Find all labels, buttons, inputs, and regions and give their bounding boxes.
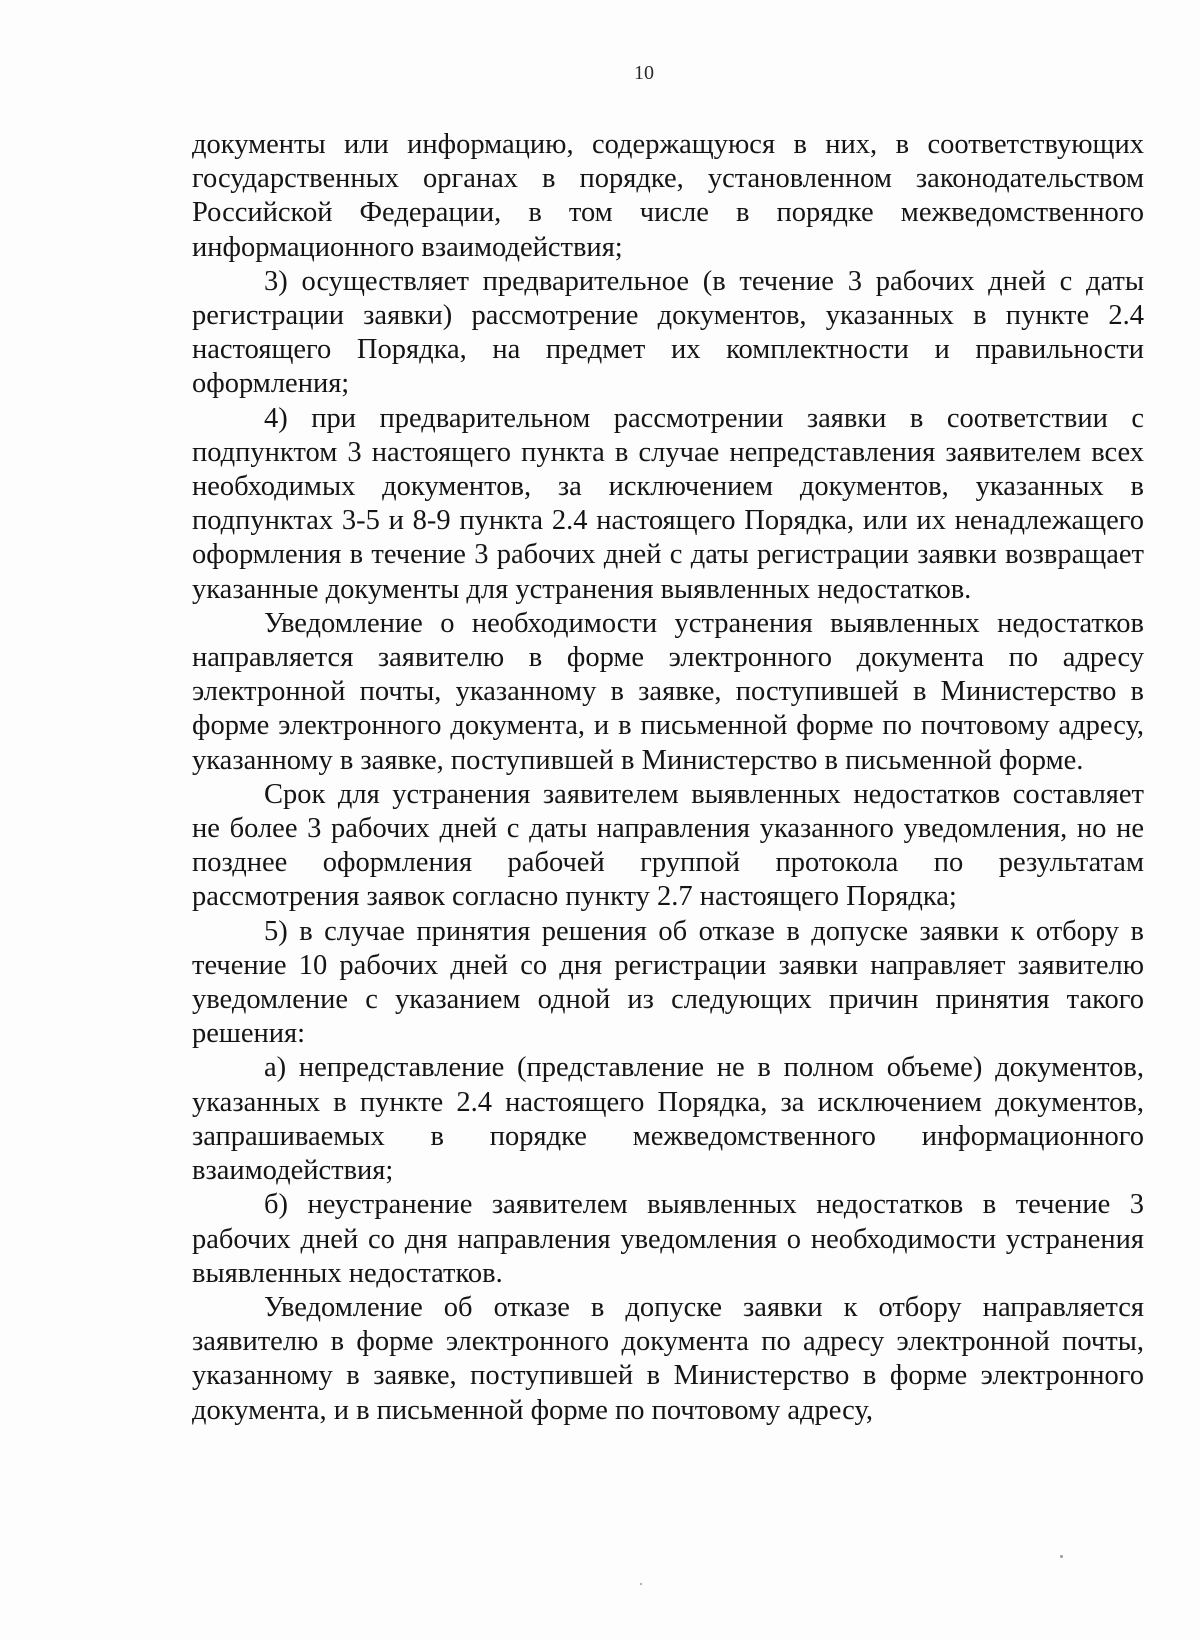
paragraph-notice-deficiencies: Уведомление о необходимости устранения выявленных недостатков направляется заявителю в форме электронного документа по адресу электронной почты, указанному в заявке, поступившей в Министерство в форме электронного документа, и в письменной форме по почтовому адресу, указанному в заявке, поступившей в Министерство в письменной форме. bbox=[192, 607, 1144, 776]
paragraph-subitem-a: а) непредставление (представление не в полном объеме) документов, указанных в пункте 2.4 настоящего Порядка, за исключением документов, запрашиваемых в порядке межведомственного информационного взаимодействия; bbox=[192, 1052, 1144, 1187]
paragraph-item-5: 5) в случае принятия решения об отказе в допуске заявки к отбору в течение 10 рабочих дней со дня регистрации заявки направляет заявителю уведомление с указанием одной из следующих причин принятия такого решения: bbox=[192, 915, 1144, 1050]
scan-speck bbox=[1060, 1555, 1063, 1558]
paragraph-deadline: Срок для устранения заявителем выявленных недостатков составляет не более 3 рабочих дней с даты направления указанного уведомления, но не позднее оформления рабочей группой протокола по результатам рассмотрения заявок согласно пункту 2.7 настоящего Порядка; bbox=[192, 778, 1144, 913]
scan-speck bbox=[640, 1583, 642, 1585]
document-body bbox=[192, 128, 1144, 1428]
paragraph-item-3: 3) осуществляет предварительное (в течение 3 рабочих дней с даты регистрации заявки) рассмотрение документов, указанных в пункте 2.4 настоящего Порядка, на предмет их комплектности и правильности оформления; bbox=[192, 265, 1144, 400]
paragraph-subitem-b: б) неустранение заявителем выявленных недостатков в течение 3 рабочих дней со дня направления уведомления о необходимости устранения выявленных недостатков. bbox=[192, 1189, 1144, 1289]
page-number: 10 bbox=[634, 62, 654, 84]
paragraph-notice-refusal: Уведомление об отказе в допуске заявки к отбору направляется заявителю в форме электронного документа по адресу электронной почты, указанному в заявке, поступившей в Министерство в форме электронного документа, и в письменной форме по почтовому адресу, bbox=[192, 1291, 1144, 1426]
paragraph-item-4: 4) при предварительном рассмотрении заявки в соответствии с подпунктом 3 настоящего пункта в случае непредставления заявителем всех необходимых документов, за исключением документов, указанных в подпунктах 3-5 и 8-9 пункта 2.4 настоящего Порядка, или их ненадлежащего оформления в течение 3 рабочих дней с даты регистрации заявки возвращает указанные документы для устранения выявленных недостатков. bbox=[192, 402, 1144, 605]
paragraph-continuation: документы или информацию, содержащуюся в них, в соответствующих государственных органах в порядке, установленном законодательством Российской Федерации, в том числе в порядке межведомственного информационного взаимодействия; bbox=[192, 129, 1144, 263]
